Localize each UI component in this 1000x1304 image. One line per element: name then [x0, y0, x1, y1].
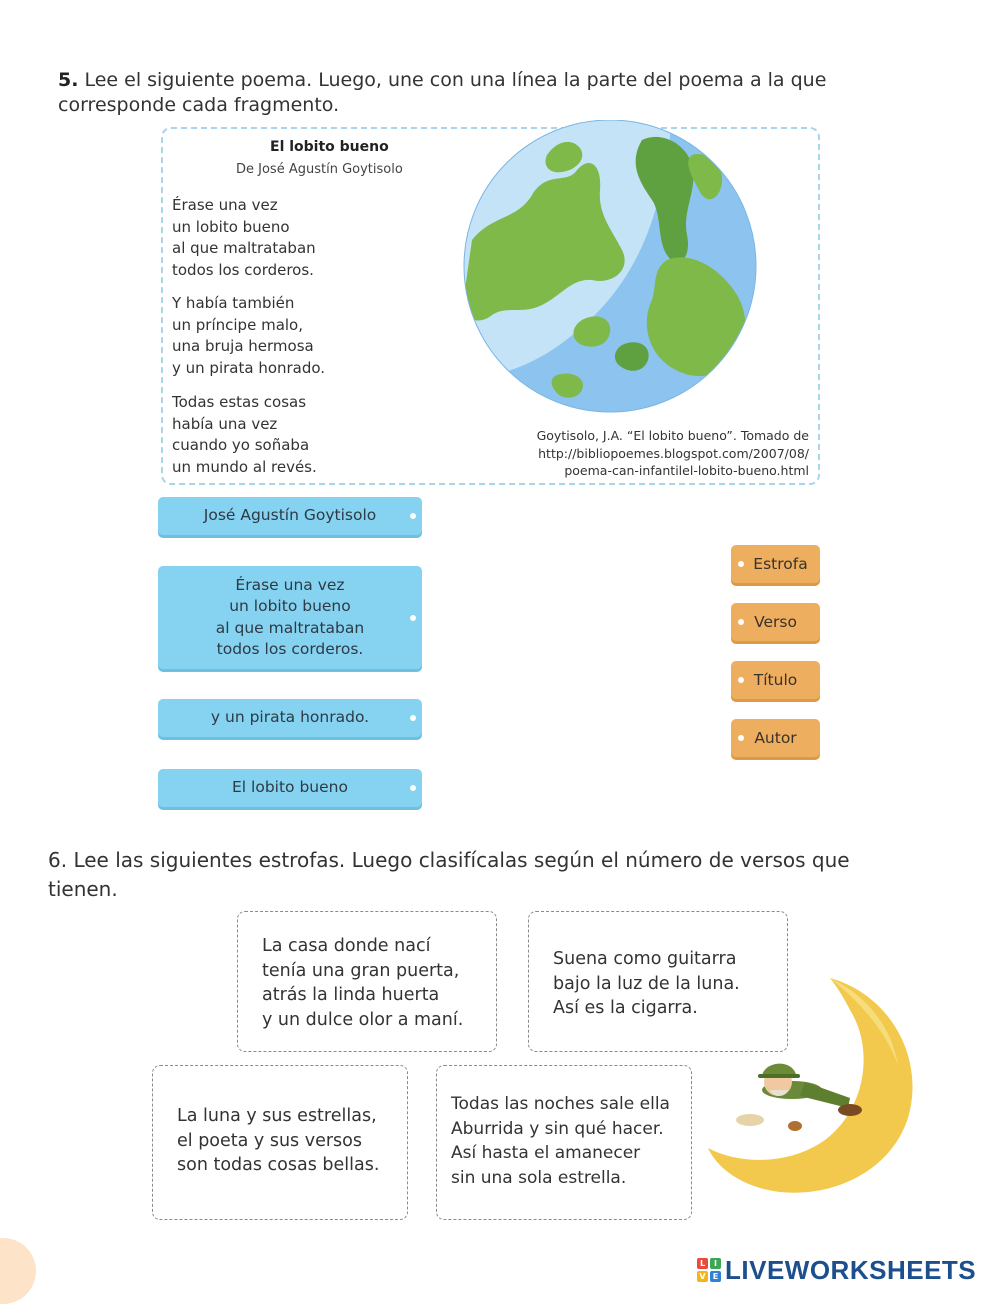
fragment-text [216, 575, 364, 661]
poem-verse: un príncipe malo, [172, 315, 303, 334]
fragment-verse: Érase una vez [235, 575, 345, 594]
category-label: Verso [754, 613, 797, 631]
logo-letter: I [710, 1258, 721, 1269]
category-card-verso[interactable] [731, 603, 820, 641]
credit-line: Goytisolo, J.A. “El lobito bueno”. Tomado de [536, 428, 809, 443]
poem-verse: un lobito bueno [172, 217, 290, 236]
poem-credit [489, 427, 809, 480]
poem-verse: Todas estas cosas [172, 393, 307, 411]
logo-letter: E [710, 1271, 721, 1282]
poem-verse: había una vez [172, 414, 278, 433]
connector-dot[interactable] [738, 619, 744, 625]
category-card-autor[interactable] [731, 719, 820, 757]
category-label: Autor [754, 729, 797, 747]
poem-verse: Érase una vez [172, 196, 278, 214]
exercise-6-text: Lee las siguientes estrofas. Luego clasifícalas según el número de versos que tienen. [48, 848, 850, 901]
category-label: Título [753, 671, 798, 689]
exercise-5-instructions [58, 68, 858, 118]
connector-dot[interactable] [738, 735, 744, 741]
poem-stanza-3 [172, 392, 317, 478]
exercise-6-number: 6. [48, 848, 68, 872]
fragment-verse: todos los corderos. [216, 640, 364, 658]
fragment-card-verse[interactable] [158, 699, 422, 737]
category-label: Estrofa [753, 555, 808, 573]
logo-mark-icon [697, 1258, 721, 1282]
logo-letter: L [697, 1258, 708, 1269]
strophe-verse: el poeta y sus versos [177, 1130, 362, 1151]
globe-illustration [462, 120, 760, 416]
exercise-5-number: 5. [58, 69, 79, 91]
fragment-text: El lobito bueno [232, 778, 348, 797]
connector-dot[interactable] [410, 785, 416, 791]
connector-dot[interactable] [410, 615, 416, 621]
strophe-card-1[interactable] [237, 911, 497, 1052]
strophe-verse: Suena como guitarra [553, 949, 737, 969]
logo-letter: V [697, 1271, 708, 1282]
strophe-verse: Todas las noches sale ella [451, 1094, 670, 1114]
fragment-card-title[interactable] [158, 769, 422, 807]
strophe-verse: bajo la luz de la luna. [553, 973, 740, 994]
strophe-verse: tenía una gran puerta, [262, 960, 460, 981]
strophe-verse: Aburrida y sin qué hacer. [451, 1118, 664, 1139]
fragment-card-author[interactable] [158, 497, 422, 535]
poem-verse: cuando yo soñaba [172, 436, 310, 454]
strophe-card-3[interactable] [152, 1065, 408, 1220]
logo-text: LIVEWORKSHEETS [725, 1254, 977, 1285]
exercise-5-text: Lee el siguiente poema. Luego, une con una línea la parte del poema a la que corresponde cada fragmento. [58, 69, 827, 116]
poem-stanza-2 [172, 293, 325, 379]
strophe-verse: sin una sola estrella. [451, 1167, 627, 1188]
poem-verse: y un pirata honrado. [172, 358, 326, 377]
connector-dot[interactable] [410, 715, 416, 721]
strophe-verse: son todas cosas bellas. [177, 1155, 380, 1175]
strophe-verse: La casa donde nací [262, 936, 431, 956]
connector-dot[interactable] [738, 677, 744, 683]
exercise-6-instructions [48, 846, 898, 904]
strophe-verse: Así es la cigarra. [553, 998, 698, 1018]
strophe-card-4[interactable] [436, 1065, 692, 1220]
poem-verse: al que maltrataban [172, 239, 316, 257]
poem-verse: Y había también [172, 294, 295, 312]
liveworksheets-logo [697, 1255, 976, 1285]
connector-dot[interactable] [738, 561, 744, 567]
fragment-verse: al que maltrataban [215, 618, 365, 637]
fragment-text: y un pirata honrado. [210, 708, 370, 727]
moon-illustration [700, 970, 925, 1198]
connector-dot[interactable] [410, 513, 416, 519]
strophe-verse: La luna y sus estrellas, [177, 1106, 377, 1126]
fragment-card-stanza[interactable] [158, 566, 422, 669]
poem-verse: un mundo al revés. [172, 457, 317, 476]
category-card-titulo[interactable] [731, 661, 820, 699]
decorative-circle [0, 1238, 36, 1304]
strophe-verse: atrás la linda huerta [262, 985, 440, 1005]
strophe-verse: y un dulce olor a maní. [262, 1009, 464, 1030]
category-card-estrofa[interactable] [731, 545, 820, 583]
poem-author: De José Agustín Goytisolo [236, 162, 403, 177]
fragment-text: José Agustín Goytisolo [203, 506, 377, 525]
poem-verse: una bruja hermosa [172, 337, 314, 355]
poem-stanza-1 [172, 195, 316, 281]
credit-line: http://bibliopoemes.blogspot.com/2007/08/ [538, 445, 809, 461]
poem-verse: todos los corderos. [172, 260, 314, 279]
fragment-verse: un lobito bueno [229, 597, 351, 615]
poem-title: El lobito bueno [270, 139, 389, 155]
credit-line: poema-can-infantilel-lobito-bueno.html [564, 463, 809, 478]
strophe-verse: Así hasta el amanecer [451, 1143, 641, 1163]
